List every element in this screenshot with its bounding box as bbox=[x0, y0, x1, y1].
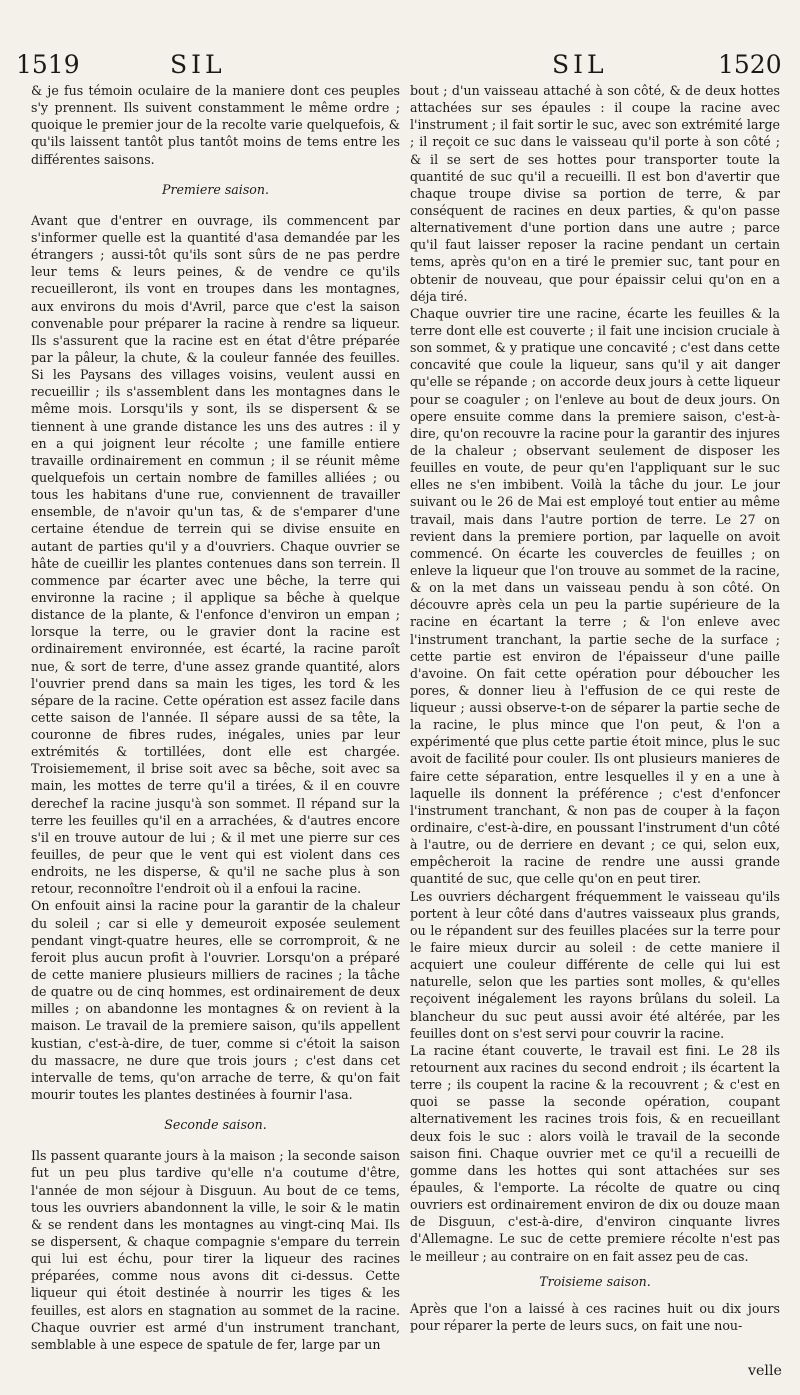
left-running-head: SIL bbox=[170, 50, 226, 79]
section-heading: Troisieme saison. bbox=[539, 1273, 651, 1289]
paragraph: Ils passent quarante jours à la maison ; la seconde saison fut un peu plus tardive qu'elle n'a coutume d'être, l'année de mon séjour à Disguun. Au bout de ce tems, tous les ouvriers abandonnent la ville, le soir & le matin & se rendent dans les montagnes au vingt-cinq Mai. Ils se dispersent, & chaque compagnie s'empare du terrein qui lui est échu, pour tirer la liqueur des racines préparées, comme nous avons dit ci-dessus. Cette liqueur qui étoit destinée à nourrir les tiges & les feuilles, est alors en stagnation au sommet de la racine. Chaque ouvrier est armé d'un instrument tranchant, semblable à une espece de spatule de fer, large par un bbox=[31, 1148, 400, 1352]
paragraph: La racine étant couverte, le travail est fini. Le 28 ils retournent aux racines du second endroit ; ils écartent la terre ; ils coupent la racine & la recouvrent ; & c'est en quoi se passe la seconde opération, coupant alternativement les racines trois fois, & en recueillant deux fois le suc : alors voilà le travail de la seconde saison fini. Chaque ouvrier met ce qu'il a recueilli de gomme dans les hottes qui sont attachées sur ses épaules, & l'emporte. La récolte de quatre ou cinq ouvriers est ordinairement environ de dix ou douze maan de Disguun, c'est-à-dire, d'environ cinquante livres d'Allemagne. Le suc de cette premiere récolte n'est pas le meilleur ; au contraire on en fait assez peu de cas. bbox=[410, 1042, 780, 1264]
catchword: velle bbox=[748, 1363, 782, 1379]
paragraph: Après que l'on a laissé à ces racines huit ou dix jours pour réparer la perte de leurs sucs, on fait une nou- bbox=[410, 1300, 780, 1333]
section-heading: Premiere saison. bbox=[161, 181, 269, 197]
paragraph: Chaque ouvrier tire une racine, écarte les feuilles & la terre dont elle est couverte ; il fait une incision cruciale à son sommet, & y pratique une concavité ; c'est dans cette concavité que coule la liqueur, sans qu'il y ait danger qu'elle se répande ; on accorde deux jours à cette liqueur pour se coaguler ; on l'enleve au bout de deux jours. On opere ensuite comme dans la premiere saison, c'est-à-dire, qu'on recouvre la racine pour la garantir des injures de la chaleur ; observant seulement de disposer les feuilles en voute, de peur qu'en l'appliquant sur le suc elles ne s'en imbibent. Voilà la tâche du jour. Le jour suivant ou le 26 de Mai est employé tout entier au même travail, mais dans l'autre portion de terre. Le 27 on revient dans la premiere portion, par laquelle on avoit commencé. On écarte les couvercles de feuilles ; on enleve la liqueur que l'on trouve au sommet de la racine, & on la met dans un vaisseau pendu à son côté. On découvre après cela un peu la partie supérieure de la racine en écartant la terre ; & l'on enleve avec l'instrument tranchant, la partie seche de la surface ; cette partie est environ de l'épaisseur d'une paille d'avoine. On fait cette opération pour déboucher les pores, & donner lieu à l'effusion de ce qui reste de liqueur ; aussi observe-t-on de séparer la partie seche de la racine, le plus mince que l'on peut, & l'on a expérimenté que plus cette partie étoit mince, plus le suc avoit de facilité pour couler. Ils ont plusieurs manieres de faire cette séparation, entre lesquelles il y en a une à laquelle ils donnent la préférence ; c'est d'enfoncer l'instrument tranchant, & non pas de couper à la façon ordinaire, c'est-à-dire, en poussant l'instrument d'un côté à l'autre, ou de derriere en devant ; ce qui, selon eux, empêcheroit la racine de rendre une aussi grande quantité de suc, que celle qu'on en peut tirer. bbox=[410, 305, 780, 887]
left-column bbox=[31, 82, 400, 1353]
right-running-head: SIL bbox=[552, 50, 608, 79]
right-page-number: 1520 bbox=[718, 50, 782, 79]
paragraph: Avant que d'entrer en ouvrage, ils commencent par s'informer quelle est la quantité d'asa demandée par les étrangers ; aussi-tôt qu'ils sont sûrs de ne pas perdre leur tems & leurs peines, & de vendre ce qu'ils recueilleront, ils vont en troupes dans les montagnes, aux environs du mois d'Avril, parce que c'est la saison convenable pour préparer la racine à rendre sa liqueur. Ils s'assurent que la racine est en état d'être préparée par la pâleur, la chute, & la couleur fannée des feuilles. Si les Paysans des villages voisins, veulent aussi en recueillir ; ils s'assemblent dans les montagnes dans le même mois. Lorsqu'ils y sont, ils se dispersent & se tiennent à une grande distance les uns des autres : il y en a qui joignent leur récolte ; une famille entiere travaille ordinairement en commun ; il se réunit même quelquefois un certain nombre de familles alliées ; ou tous les habitans d'une rue, conviennent de travailler ensemble, de n'avoir qu'un tas, & de s'emparer d'une certaine étendue de terrein qui se divise ensuite en autant de parties qu'il y a d'ouvriers. Chaque ouvrier se hâte de cueillir les plantes contenues dans son terrein. Il commence par écarter avec une bêche, la terre qui environne la racine ; il applique sa bêche à quelque distance de la plante, & l'enfonce d'environ un empan ; lorsque la terre, ou le gravier dont la racine est ordinairement environnée, est écarté, la racine paroît nue, & sort de terre, d'une assez grande quantité, alors l'ouvrier prend dans sa main les tiges, les tord & les sépare de la racine. Cette opération est assez facile dans cette saison de l'année. Il sépare aussi de sa tête, la couronne de fibres rudes, inégales, unies par leur extrémités & tortillées, dont elle est chargée. Troisiemement, il brise soit avec sa bêche, soit avec sa main, les mottes de terre qu'il a tirées, & il en couvre derechef la racine jusqu'à son sommet. Il répand sur la terre les feuilles qu'il en a arrachées, & d'autres encore s'il en trouve autour de lui ; & il met une pierre sur ces feuilles, de peur que le vent qui est violent dans ces endroits, ne les disperse, & qu'il ne sache plus à son retour, reconnoître l'endroit où il a enfoui la racine. bbox=[31, 212, 400, 897]
right-column bbox=[410, 82, 780, 1334]
section-heading: Seconde saison. bbox=[164, 1117, 267, 1133]
paragraph: bout ; d'un vaisseau attaché à son côté, & de deux hottes attachées sur ses épaules : il coupe la racine avec l'instrument ; il fait sortir le suc, avec son extrémité large ; il reçoit ce suc dans le vaisseau qu'il porte à son côté ; & il se sert de ses hottes pour transporter toute la quantité de suc qu'il a recueilli. Il est bon d'avertir que chaque troupe divise sa portion de terre, & par conséquent de racines en deux parties, & qu'on passe alternativement d'une portion dans une autre ; parce qu'il faut laisser reposer la racine pendant un certain tems, après qu'on en a tiré le premier suc, tant pour en obtenir de nouveau, que pour épaissir celui qu'on en a déja tiré. bbox=[410, 83, 780, 304]
paragraph: & je fus témoin oculaire de la maniere dont ces peuples s'y prennent. Ils suivent constamment le même ordre ; quoique le premier jour de la recolte varie quelquefois, & qu'ils laissent tantôt plus tantôt moins de tems entre les différentes saisons. bbox=[31, 83, 400, 167]
left-page-number: 1519 bbox=[16, 50, 80, 79]
paragraph: On enfouit ainsi la racine pour la garantir de la chaleur du soleil ; car si elle y demeuroit exposée seulement pendant vingt-quatre heures, elle se corromproit, & ne feroit plus aucun profit à l'ouvrier. Lorsqu'on a préparé de cette maniere plusieurs milliers de racines ; la tâche de quatre ou de cinq hommes, est ordinairement de deux milles ; on abandonne les montagnes & on revient à la maison. Le travail de la premiere saison, qu'ils appellent kustian, c'est-à-dire, de tuer, comme si c'étoit la saison du massacre, ne dure que trois jours ; c'est dans cet intervalle de tems, qu'on arrache de terre, & qu'on fait mourir toutes les plantes destinées à fournir l'asa. bbox=[31, 898, 400, 1103]
paragraph: Les ouvriers déchargent fréquemment le vaisseau qu'ils portent à leur côté dans d'autres vaisseaux plus grands, ou le répandent sur des feuilles placées sur la terre pour le faire mieux durcir au soleil : de cette maniere il acquiert une couleur différente de celle qui lui est naturelle, selon que les parties sont molles, & qu'elles reçoivent inégalement les rayons brûlans du soleil. La blancheur du suc peut aussi avoir été altérée, par les feuilles dont on s'est servi pour couvrir la racine. bbox=[410, 888, 780, 1041]
